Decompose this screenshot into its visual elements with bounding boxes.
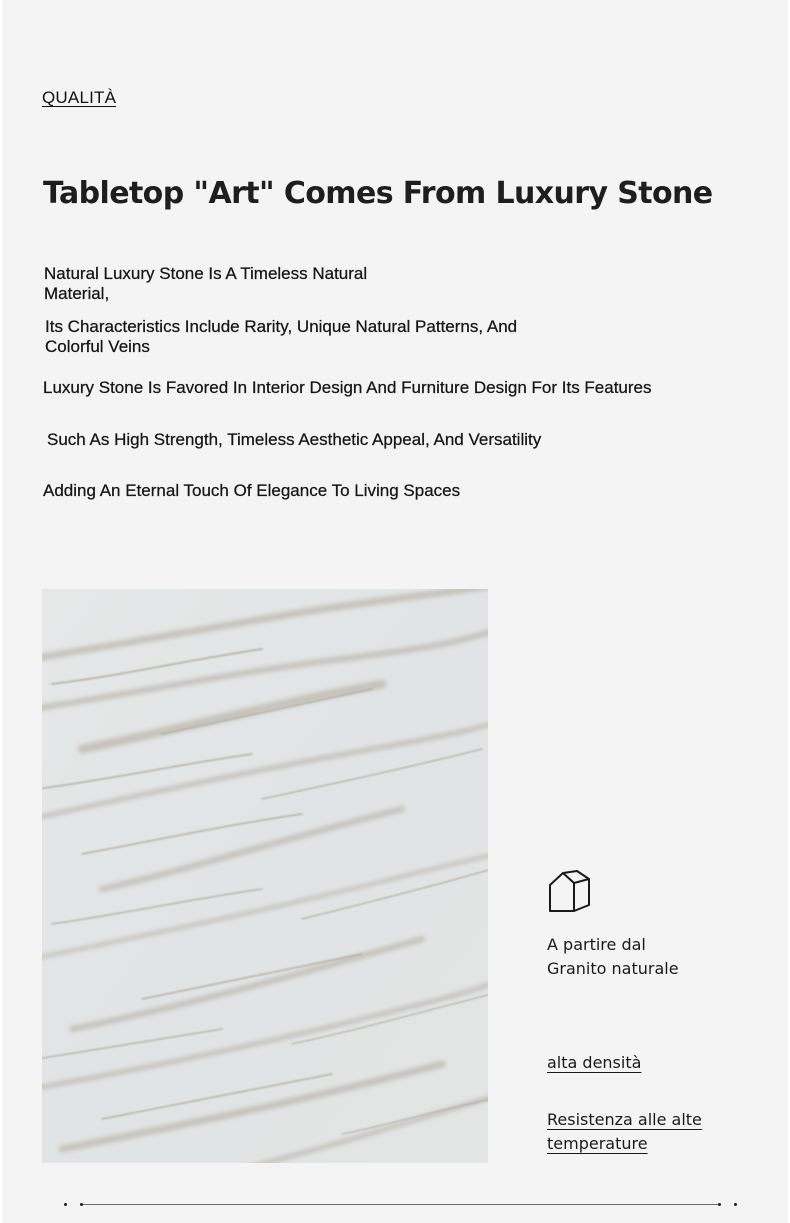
description-paragraph-5: Adding An Eternal Touch Of Elegance To Living Spaces: [43, 481, 461, 500]
carousel-progress-track[interactable]: [82, 1204, 718, 1205]
product-quality-section: [2, 0, 788, 1223]
description-line: Its Characteristics Include Rarity, Unique Natural Patterns, And: [45, 317, 518, 336]
marble-slab-image: [42, 589, 488, 1163]
description-line: Colorful Veins: [45, 337, 150, 356]
heat-resistance-line: temperature: [547, 1134, 648, 1153]
description-line: Material,: [44, 284, 110, 303]
section-label-link[interactable]: QUALITÀ: [42, 88, 117, 107]
description-line: Natural Luxury Stone Is A Timeless Natural: [44, 264, 368, 283]
carousel-dot[interactable]: [734, 1203, 737, 1206]
description-paragraph-4: Such As High Strength, Timeless Aesthetic Appeal, And Versatility: [47, 430, 542, 449]
carousel-dot[interactable]: [64, 1203, 67, 1206]
description-paragraph-2: [45, 317, 517, 357]
density-feature-link[interactable]: alta densità: [547, 1053, 642, 1072]
material-line: A partire dal: [547, 935, 646, 954]
house-icon: [547, 869, 593, 915]
material-line: Granito naturale: [547, 959, 679, 978]
heat-resistance-feature-link[interactable]: [547, 1108, 757, 1156]
material-feature: [547, 933, 747, 981]
description-paragraph-3: Luxury Stone Is Favored In Interior Design And Furniture Design For Its Features: [43, 378, 652, 397]
heat-resistance-line: Resistenza alle alte: [547, 1110, 702, 1129]
page-title: Tabletop "Art" Comes From Luxury Stone: [43, 176, 713, 211]
carousel-dot[interactable]: [718, 1203, 721, 1206]
description-paragraph-1: [44, 264, 367, 304]
carousel-dot[interactable]: [80, 1203, 83, 1206]
